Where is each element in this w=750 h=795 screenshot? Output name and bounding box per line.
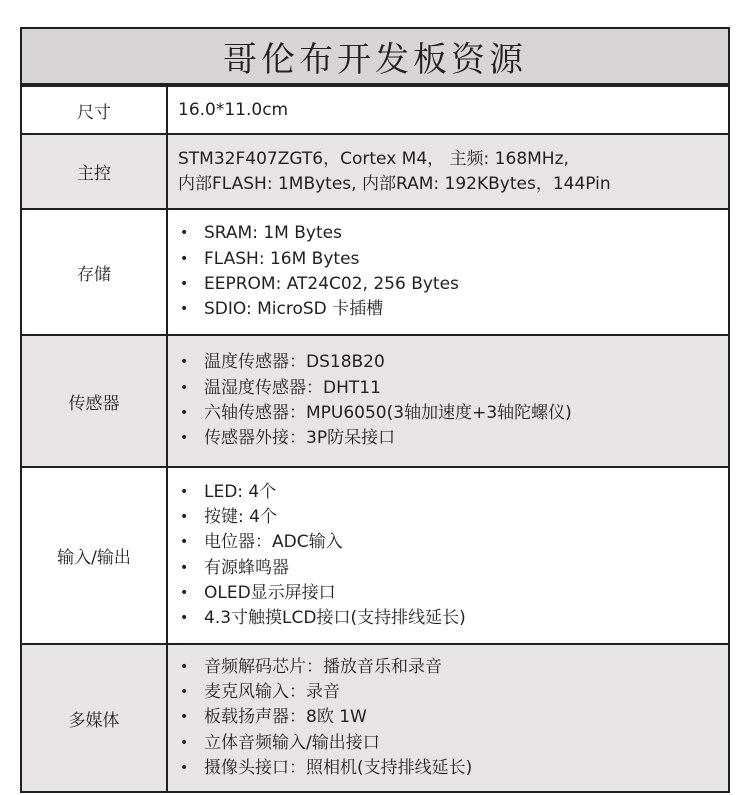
list-item: • FLASH: 16M Bytes xyxy=(178,247,728,272)
row-value-storage xyxy=(167,209,729,335)
row-value-io xyxy=(167,467,729,644)
row-label-size: 尺寸 xyxy=(21,86,167,134)
list-item: • 温湿度传感器：DHT11 xyxy=(178,376,728,401)
list-item: • OLED显示屏接口 xyxy=(178,581,728,606)
list-item: • 有源蜂鸣器 xyxy=(178,556,728,581)
table-title: 哥伦布开发板资源 xyxy=(20,27,730,85)
list-item: • EEPROM: AT24C02, 256 Bytes xyxy=(178,272,728,297)
row-value-media xyxy=(167,644,729,792)
table-row-size xyxy=(21,86,729,134)
row-label-io: 输入/输出 xyxy=(21,467,167,644)
list-item: • 温度传感器：DS18B20 xyxy=(178,350,728,375)
resource-table xyxy=(20,27,730,793)
list-item: • 立体音频输入/输出接口 xyxy=(178,731,728,756)
row-value-sensors xyxy=(167,335,729,467)
list-item: • 传感器外接：3P防呆接口 xyxy=(178,426,728,451)
row-label-mcu: 主控 xyxy=(21,134,167,209)
spec-table xyxy=(20,85,730,793)
row-value-mcu xyxy=(167,134,729,209)
list-item: • SDIO: MicroSD 卡插槽 xyxy=(178,297,728,322)
mcu-line: STM32F407ZGT6，Cortex M4， 主频: 168MHz, xyxy=(178,148,569,169)
list-item: • 板载扬声器：8欧 1W xyxy=(178,705,728,730)
table-row-io xyxy=(21,467,729,644)
table-row-sensors xyxy=(21,335,729,467)
list-item: • 摄像头接口：照相机(支持排线延长) xyxy=(178,756,728,781)
row-label-sensors: 传感器 xyxy=(21,335,167,467)
table-row-storage xyxy=(21,209,729,335)
row-value-size: 16.0*11.0cm xyxy=(167,86,729,134)
mcu-line: 内部FLASH: 1MBytes, 内部RAM: 192KBytes，144Pin xyxy=(178,173,611,194)
list-item: • 麦克风输入：录音 xyxy=(178,680,728,705)
table-row-media xyxy=(21,644,729,792)
list-item: • 按键: 4个 xyxy=(178,505,728,530)
row-label-media: 多媒体 xyxy=(21,644,167,792)
list-item: • LED: 4个 xyxy=(178,480,728,505)
table-row-mcu xyxy=(21,134,729,209)
list-item: • 4.3寸触摸LCD接口(支持排线延长) xyxy=(178,606,728,631)
list-item: • 六轴传感器：MPU6050(3轴加速度+3轴陀螺仪) xyxy=(178,401,728,426)
list-item: • 音频解码芯片：播放音乐和录音 xyxy=(178,655,728,680)
list-item: • 电位器：ADC输入 xyxy=(178,530,728,555)
list-item: • SRAM: 1M Bytes xyxy=(178,221,728,246)
row-label-storage: 存储 xyxy=(21,209,167,335)
